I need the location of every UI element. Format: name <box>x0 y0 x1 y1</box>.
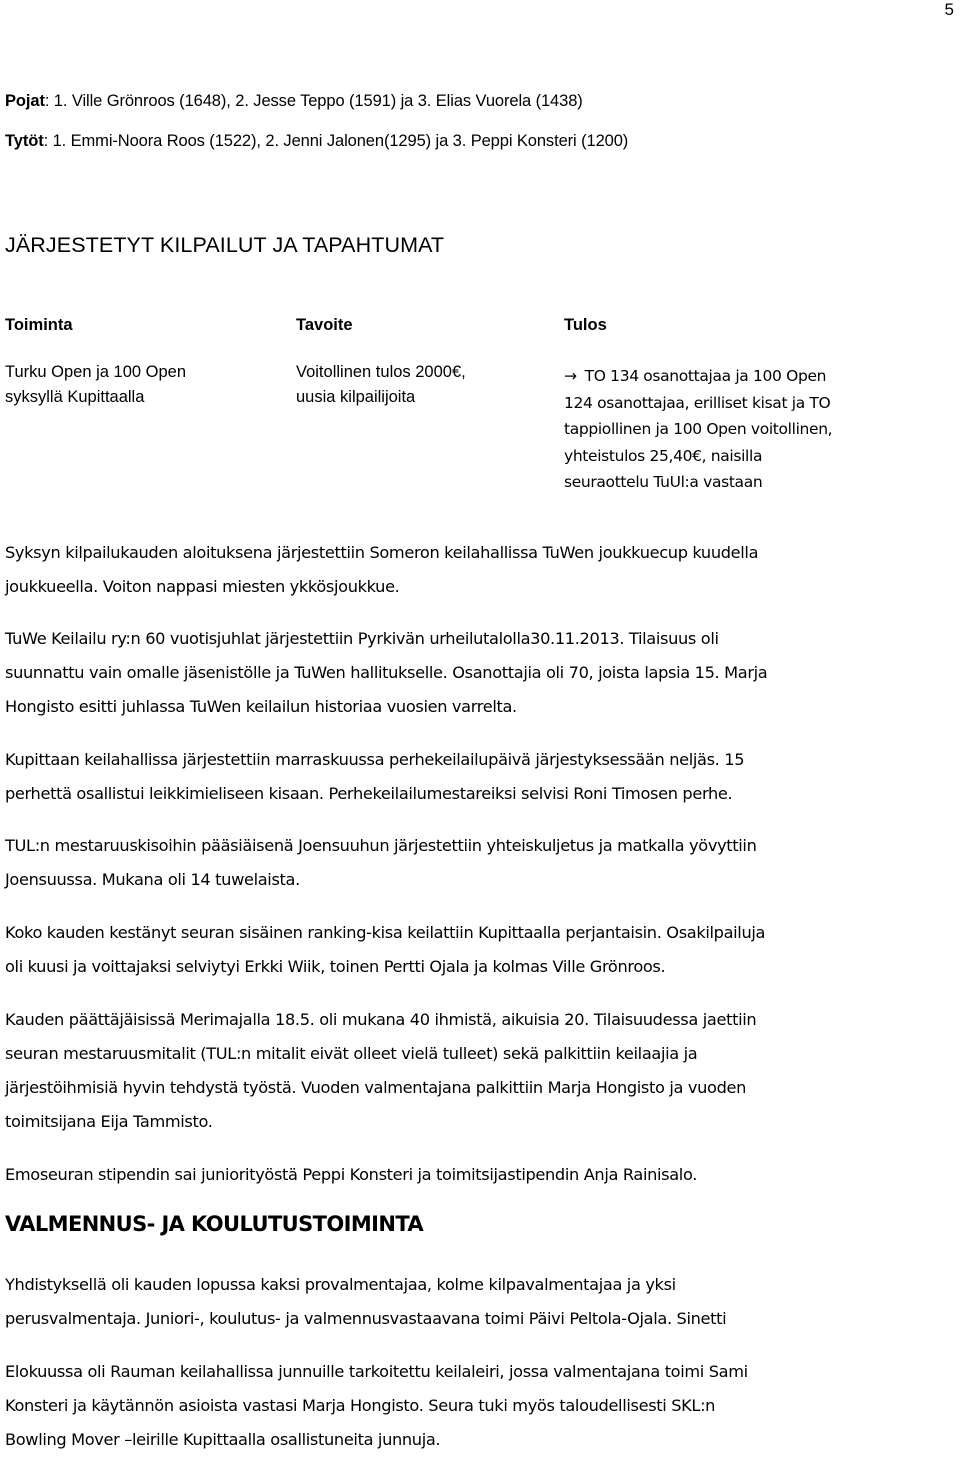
paragraph-line: Syksyn kilpailukauden aloituksena järjestettiin Someron keilahallissa TuWen joukkuecup kuudella <box>5 543 759 562</box>
section-title: JÄRJESTETYT KILPAILUT JA TAPAHTUMAT <box>5 233 445 257</box>
table-cell-goal <box>296 360 466 410</box>
paragraph-season-end <box>5 1003 955 1139</box>
paragraph-championships <box>5 829 955 897</box>
boys-text: : 1. Ville Grönroos (1648), 2. Jesse Teppo (1591) ja 3. Elias Vuorela (1438) <box>44 92 583 110</box>
table-cell-text: TO 134 osanottajaa ja 100 Open <box>584 367 827 385</box>
boys-results <box>5 81 583 121</box>
table-header-activity: Toiminta <box>5 316 73 334</box>
arrow-right-icon: → <box>564 367 577 385</box>
paragraph-line: toimitsijana Eija Tammisto. <box>5 1112 213 1131</box>
boys-label: Pojat <box>5 92 45 110</box>
paragraph-line: Yhdistyksellä oli kauden lopussa kaksi provalmentajaa, kolme kilpavalmentajaa ja yksi <box>5 1275 676 1294</box>
paragraph-scholarship <box>5 1158 955 1192</box>
paragraph-line: Joensuussa. Mukana oli 14 tuwelaista. <box>5 870 300 889</box>
paragraph-family-bowling <box>5 743 955 811</box>
table-cell-line: syksyllä Kupittaalla <box>5 388 145 406</box>
paragraph-coaches <box>5 1268 955 1336</box>
table-cell-line: Turku Open ja 100 Open <box>5 363 187 381</box>
section-heading-coaching: VALMENNUS- JA KOULUTUSTOIMINTA <box>5 1212 424 1236</box>
paragraph-line: Bowling Mover –leirille Kupittaalla osallistuneita junnuja. <box>5 1430 441 1449</box>
girls-results <box>5 121 628 161</box>
paragraph-line: Hongisto esitti juhlassa TuWen keilailun historiaa vuosien varrelta. <box>5 697 517 716</box>
paragraph-line: Kauden päättäjäisissä Merimajalla 18.5. oli mukana 40 ihmistä, aikuisia 20. Tilaisuudessa jaettiin <box>5 1010 757 1029</box>
table-cell-line <box>564 363 832 390</box>
paragraph-line: oli kuusi ja voittajaksi selviytyi Erkki Wiik, toinen Pertti Ojala ja kolmas Ville Grönroos. <box>5 957 666 976</box>
paragraph-ranking <box>5 916 955 984</box>
paragraph-line: Koko kauden kestänyt seuran sisäinen ranking-kisa keilattiin Kupittaalla perjantaisin. Osakilpailuja <box>5 923 766 942</box>
table-cell-activity <box>5 360 186 410</box>
paragraph-line: Kupittaan keilahallissa järjestettiin marraskuussa perhekeilailupäivä järjestyksessään neljäs. 15 <box>5 750 745 769</box>
paragraph-line: seuran mestaruusmitalit (TUL:n mitalit eivät olleet vielä tulleet) sekä palkittiin keilaajia ja <box>5 1044 698 1063</box>
paragraph-line: suunnattu vain omalle jäsenistölle ja TuWen hallitukselle. Osanottajia oli 70, joista lapsia 15. Marja <box>5 663 768 682</box>
table-cell-line: seuraottelu TuUl:a vastaan <box>564 473 763 491</box>
girls-label: Tytöt <box>5 132 44 150</box>
table-header-goal: Tavoite <box>296 316 353 334</box>
table-cell-line: yhteistulos 25,40€, naisilla <box>564 446 763 465</box>
paragraph-line: joukkueella. Voiton nappasi miesten ykkösjoukkue. <box>5 577 400 596</box>
paragraph-line: TUL:n mestaruuskisoihin pääsiäisenä Joensuuhun järjestettiin yhteiskuljetus ja matkalla yövyttiin <box>5 836 757 855</box>
table-cell-line: uusia kilpailijoita <box>296 388 416 406</box>
paragraph-team-cup <box>5 536 955 604</box>
page-number: 5 <box>944 0 954 19</box>
girls-text: : 1. Emmi-Noora Roos (1522), 2. Jenni Jalonen(1295) ja 3. Peppi Konsteri (1200) <box>43 132 629 150</box>
table-cell-line: 124 osanottajaa, erilliset kisat ja TO <box>564 393 831 412</box>
paragraph-line: järjestöihmisiä hyvin tehdystä työstä. Vuoden valmentajana palkittiin Marja Hongisto ja vuoden <box>5 1078 747 1097</box>
paragraph-line: perhettä osallistui leikkimieliseen kisaan. Perhekeilailumestareiksi selvisi Roni Timosen perhe. <box>5 784 733 803</box>
table-header-result: Tulos <box>564 316 607 334</box>
table-cell-line: Voitollinen tulos 2000€, <box>296 363 466 381</box>
paragraph-line: TuWe Keilailu ry:n 60 vuotisjuhlat järjestettiin Pyrkivän urheilutalolla30.11.2013. Tilaisuus oli <box>5 629 719 648</box>
table-cell-line: tappiollinen ja 100 Open voitollinen, <box>564 420 833 438</box>
paragraph-line: Emoseuran stipendin sai juniorityöstä Peppi Konsteri ja toimitsijastipendin Anja Rainisalo. <box>5 1165 698 1184</box>
paragraph-anniversary <box>5 622 955 724</box>
paragraph-line: perusvalmentaja. Juniori-, koulutus- ja valmennusvastaavana toimi Päivi Peltola-Ojala. Sinetti <box>5 1309 727 1328</box>
table-cell-result <box>564 363 832 496</box>
paragraph-camp <box>5 1355 955 1457</box>
paragraph-line: Elokuussa oli Rauman keilahallissa junnuille tarkoitettu keilaleiri, jossa valmentajana toimi Sami <box>5 1362 748 1381</box>
paragraph-line: Konsteri ja käytännön asioista vastasi Marja Hongisto. Seura tuki myös taloudellisesti SKL:n <box>5 1396 716 1415</box>
